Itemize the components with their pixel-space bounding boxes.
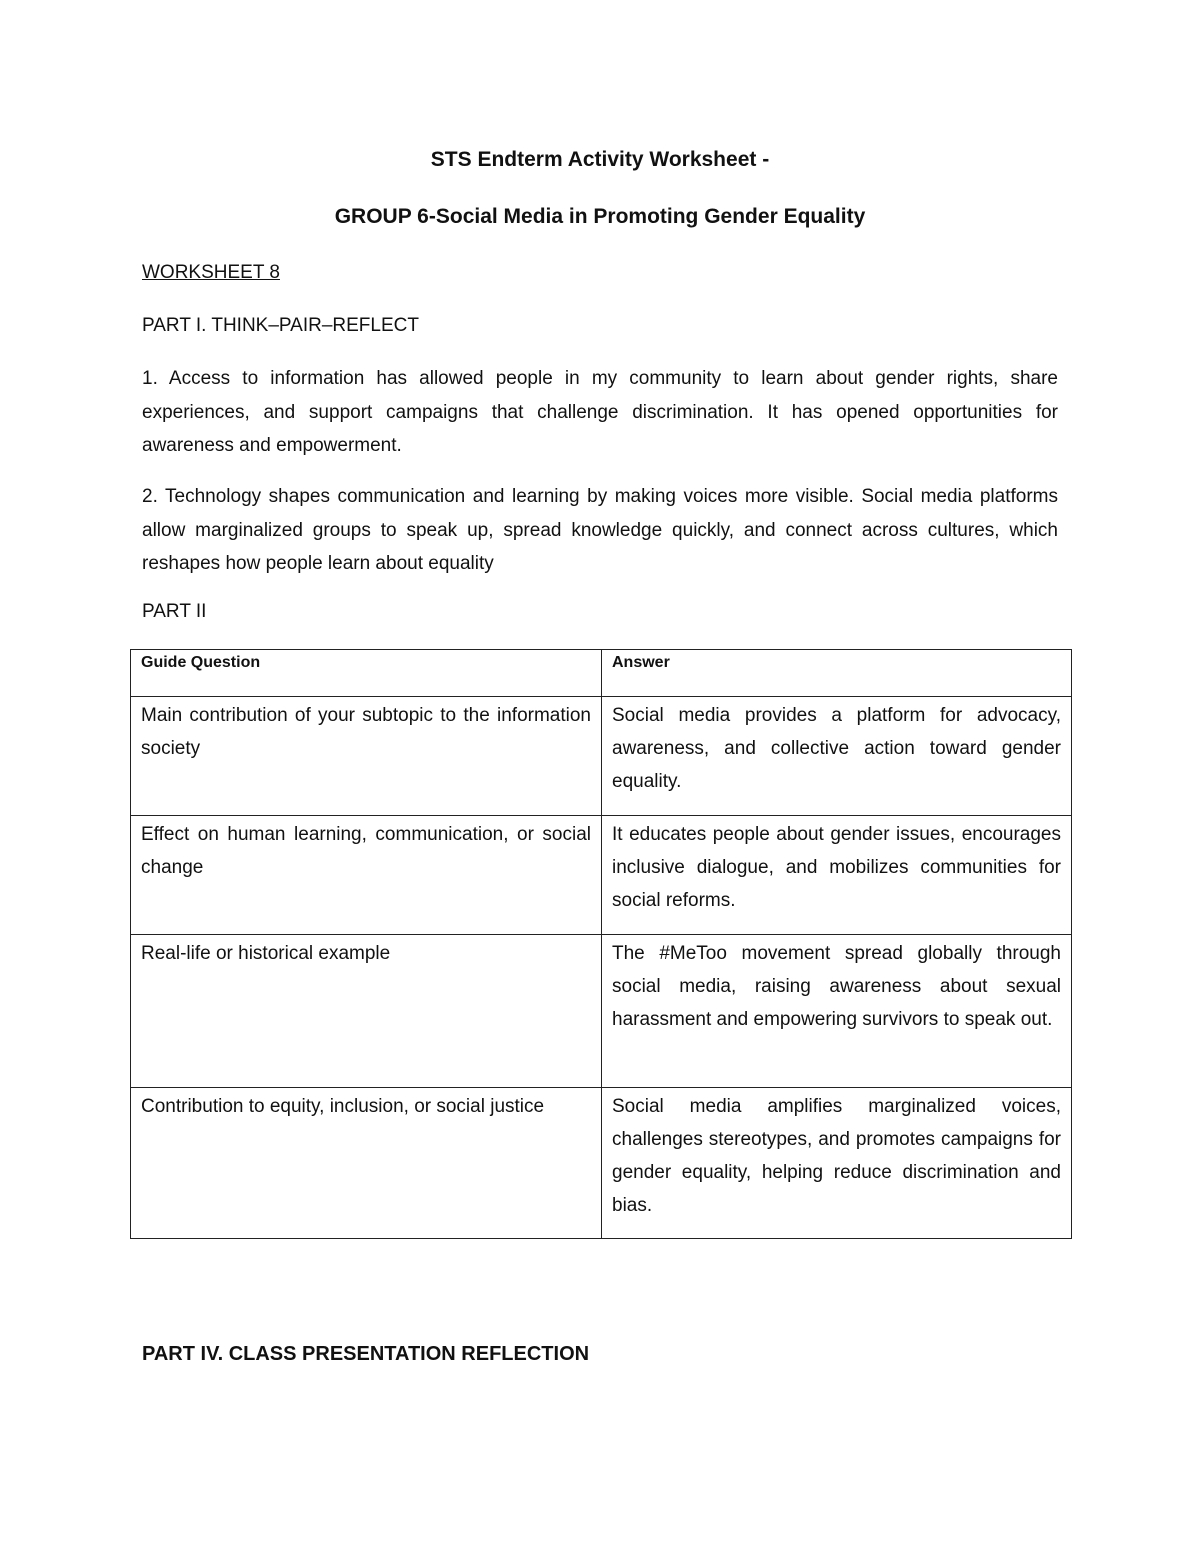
table-row xyxy=(131,1088,1072,1239)
table-row xyxy=(131,697,1072,816)
table-row xyxy=(131,816,1072,935)
table-cell-question: Contribution to equity, inclusion, or social justice xyxy=(131,1088,602,1239)
part1-heading: PART I. THINK–PAIR–REFLECT xyxy=(142,315,419,336)
table-header-guide-question: Guide Question xyxy=(131,650,602,697)
part1-answer-2: 2. Technology shapes communication and learning by making voices more visible. Social media platforms allow marginalized groups to speak up, spread knowledge quickly, and connect across cultures, which reshapes how people learn about equality xyxy=(142,486,1058,574)
table-cell-question: Main contribution of your subtopic to the information society xyxy=(131,697,602,816)
table-cell-answer: The #MeToo movement spread globally through social media, raising awareness about sexual harassment and empowering survivors to speak out. xyxy=(602,935,1072,1088)
table-header-answer: Answer xyxy=(602,650,1072,697)
part2-heading: PART II xyxy=(142,601,207,622)
table-cell-question: Real-life or historical example xyxy=(131,935,602,1088)
part1-answer-1: 1. Access to information has allowed people in my community to learn about gender rights, share experiences, and support campaigns that challenge discrimination. It has opened opportunities for awareness and empowerment. xyxy=(142,368,1058,456)
table-cell-answer: Social media provides a platform for advocacy, awareness, and collective action toward gender equality. xyxy=(602,697,1072,816)
worksheet-label: WORKSHEET 8 xyxy=(142,262,280,283)
table-cell-answer: Social media amplifies marginalized voices, challenges stereotypes, and promotes campaigns for gender equality, helping reduce discrimination and bias. xyxy=(602,1088,1072,1239)
table-cell-question: Effect on human learning, communication, or social change xyxy=(131,816,602,935)
document-title: STS Endterm Activity Worksheet - xyxy=(430,148,770,171)
table-header-row xyxy=(131,650,1072,697)
document-subtitle: GROUP 6-Social Media in Promoting Gender Equality xyxy=(334,205,866,228)
table-row xyxy=(131,935,1072,1088)
table-cell-answer: It educates people about gender issues, encourages inclusive dialogue, and mobilizes communities for social reforms. xyxy=(602,816,1072,935)
guide-question-table xyxy=(130,649,1072,1239)
part4-heading: PART IV. CLASS PRESENTATION REFLECTION xyxy=(142,1343,590,1365)
